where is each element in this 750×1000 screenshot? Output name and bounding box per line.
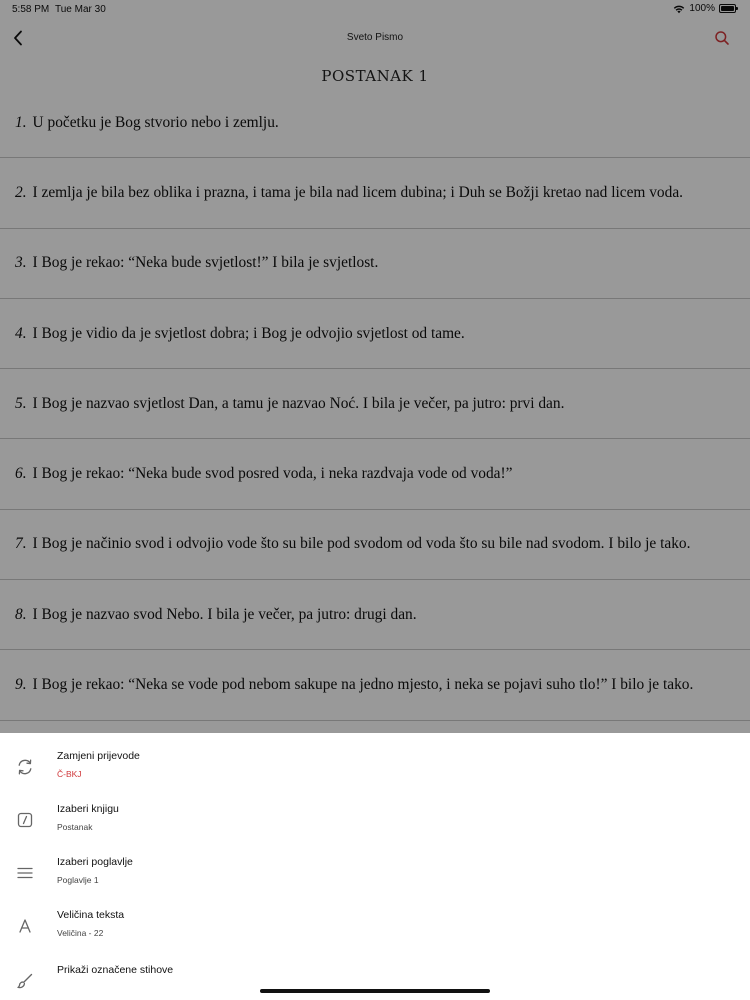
refresh-icon: [14, 756, 36, 778]
battery-percent: 100%: [689, 3, 715, 14]
verse-number: 1.: [15, 113, 27, 131]
menu-icon: [14, 862, 36, 884]
current-translation-value: Č-BKJ: [57, 769, 82, 779]
verse-text: I Bog je rekao: “Neka bude svjetlost!” I bila je svjetlost.: [32, 254, 379, 272]
verse-number: 8.: [15, 605, 27, 623]
home-indicator[interactable]: [260, 989, 490, 993]
current-chapter-value: Poglavlje 1: [57, 875, 99, 885]
verse-number: 7.: [15, 535, 27, 553]
text-size-label: Veličina teksta: [57, 909, 125, 921]
current-text-size-value: Veličina - 22: [57, 928, 104, 938]
verse-text: I Bog je rekao: “Neka bude svod posred voda, i neka razdvaja vode od voda!”: [32, 465, 513, 483]
verse-text: I Bog je rekao: “Neka se vode pod nebom sakupe na jedno mjesto, i neka se pojavi suho tlo!” I bilo je tako.: [32, 676, 694, 694]
nav-title: Sveto Pismo: [346, 32, 404, 43]
show-highlighted-verses-label: Prikaži označene stihove: [57, 964, 174, 976]
show-highlighted-verses-item[interactable]: [0, 964, 750, 1000]
choose-chapter-item[interactable]: [0, 856, 750, 908]
verse-text: I Bog je načinio svod i odvojio vode što su bile pod svodom od voda što su bile nad svodom. I bilo je tako.: [32, 535, 691, 553]
switch-translation-item[interactable]: [0, 750, 750, 802]
verse-number: 9.: [15, 676, 27, 694]
verse-number: 4.: [15, 324, 27, 342]
verse-text: I Bog je vidio da je svjetlost dobra; i Bog je odvojio svjetlost od tame.: [32, 324, 465, 342]
text-size-icon: [14, 915, 36, 937]
switch-translation-label: Zamjeni prijevode: [57, 750, 140, 762]
choose-book-item[interactable]: [0, 803, 750, 855]
text-size-item[interactable]: [0, 909, 750, 961]
verse-text: I zemlja je bila bez oblika i prazna, i tama je bila nad licem dubina; i Duh se Božji kretao nad licem voda.: [32, 183, 683, 201]
status-time: 5:58 PM: [12, 4, 50, 15]
options-sheet: [0, 733, 750, 1000]
verse-number: 6.: [15, 465, 27, 483]
verse-text: U početku je Bog stvorio nebo i zemlju.: [32, 113, 279, 131]
choose-chapter-label: Izaberi poglavlje: [57, 856, 133, 868]
book-icon: [14, 809, 36, 831]
choose-book-label: Izaberi knjigu: [57, 803, 119, 815]
verse-text: I Bog je nazvao svjetlost Dan, a tamu je nazvao Noć. I bila je večer, pa jutro: prvi dan.: [32, 394, 565, 412]
verse-number: 5.: [15, 394, 27, 412]
current-book-value: Postanak: [57, 822, 93, 832]
verse-number: 2.: [15, 183, 27, 201]
brush-icon: [14, 970, 36, 992]
verse-number: 3.: [15, 254, 27, 272]
chapter-title: POSTANAK 1: [321, 67, 429, 85]
verse-text: I Bog je nazvao svod Nebo. I bila je večer, pa jutro: drugi dan.: [32, 605, 417, 623]
status-date: Tue Mar 30: [55, 4, 106, 15]
